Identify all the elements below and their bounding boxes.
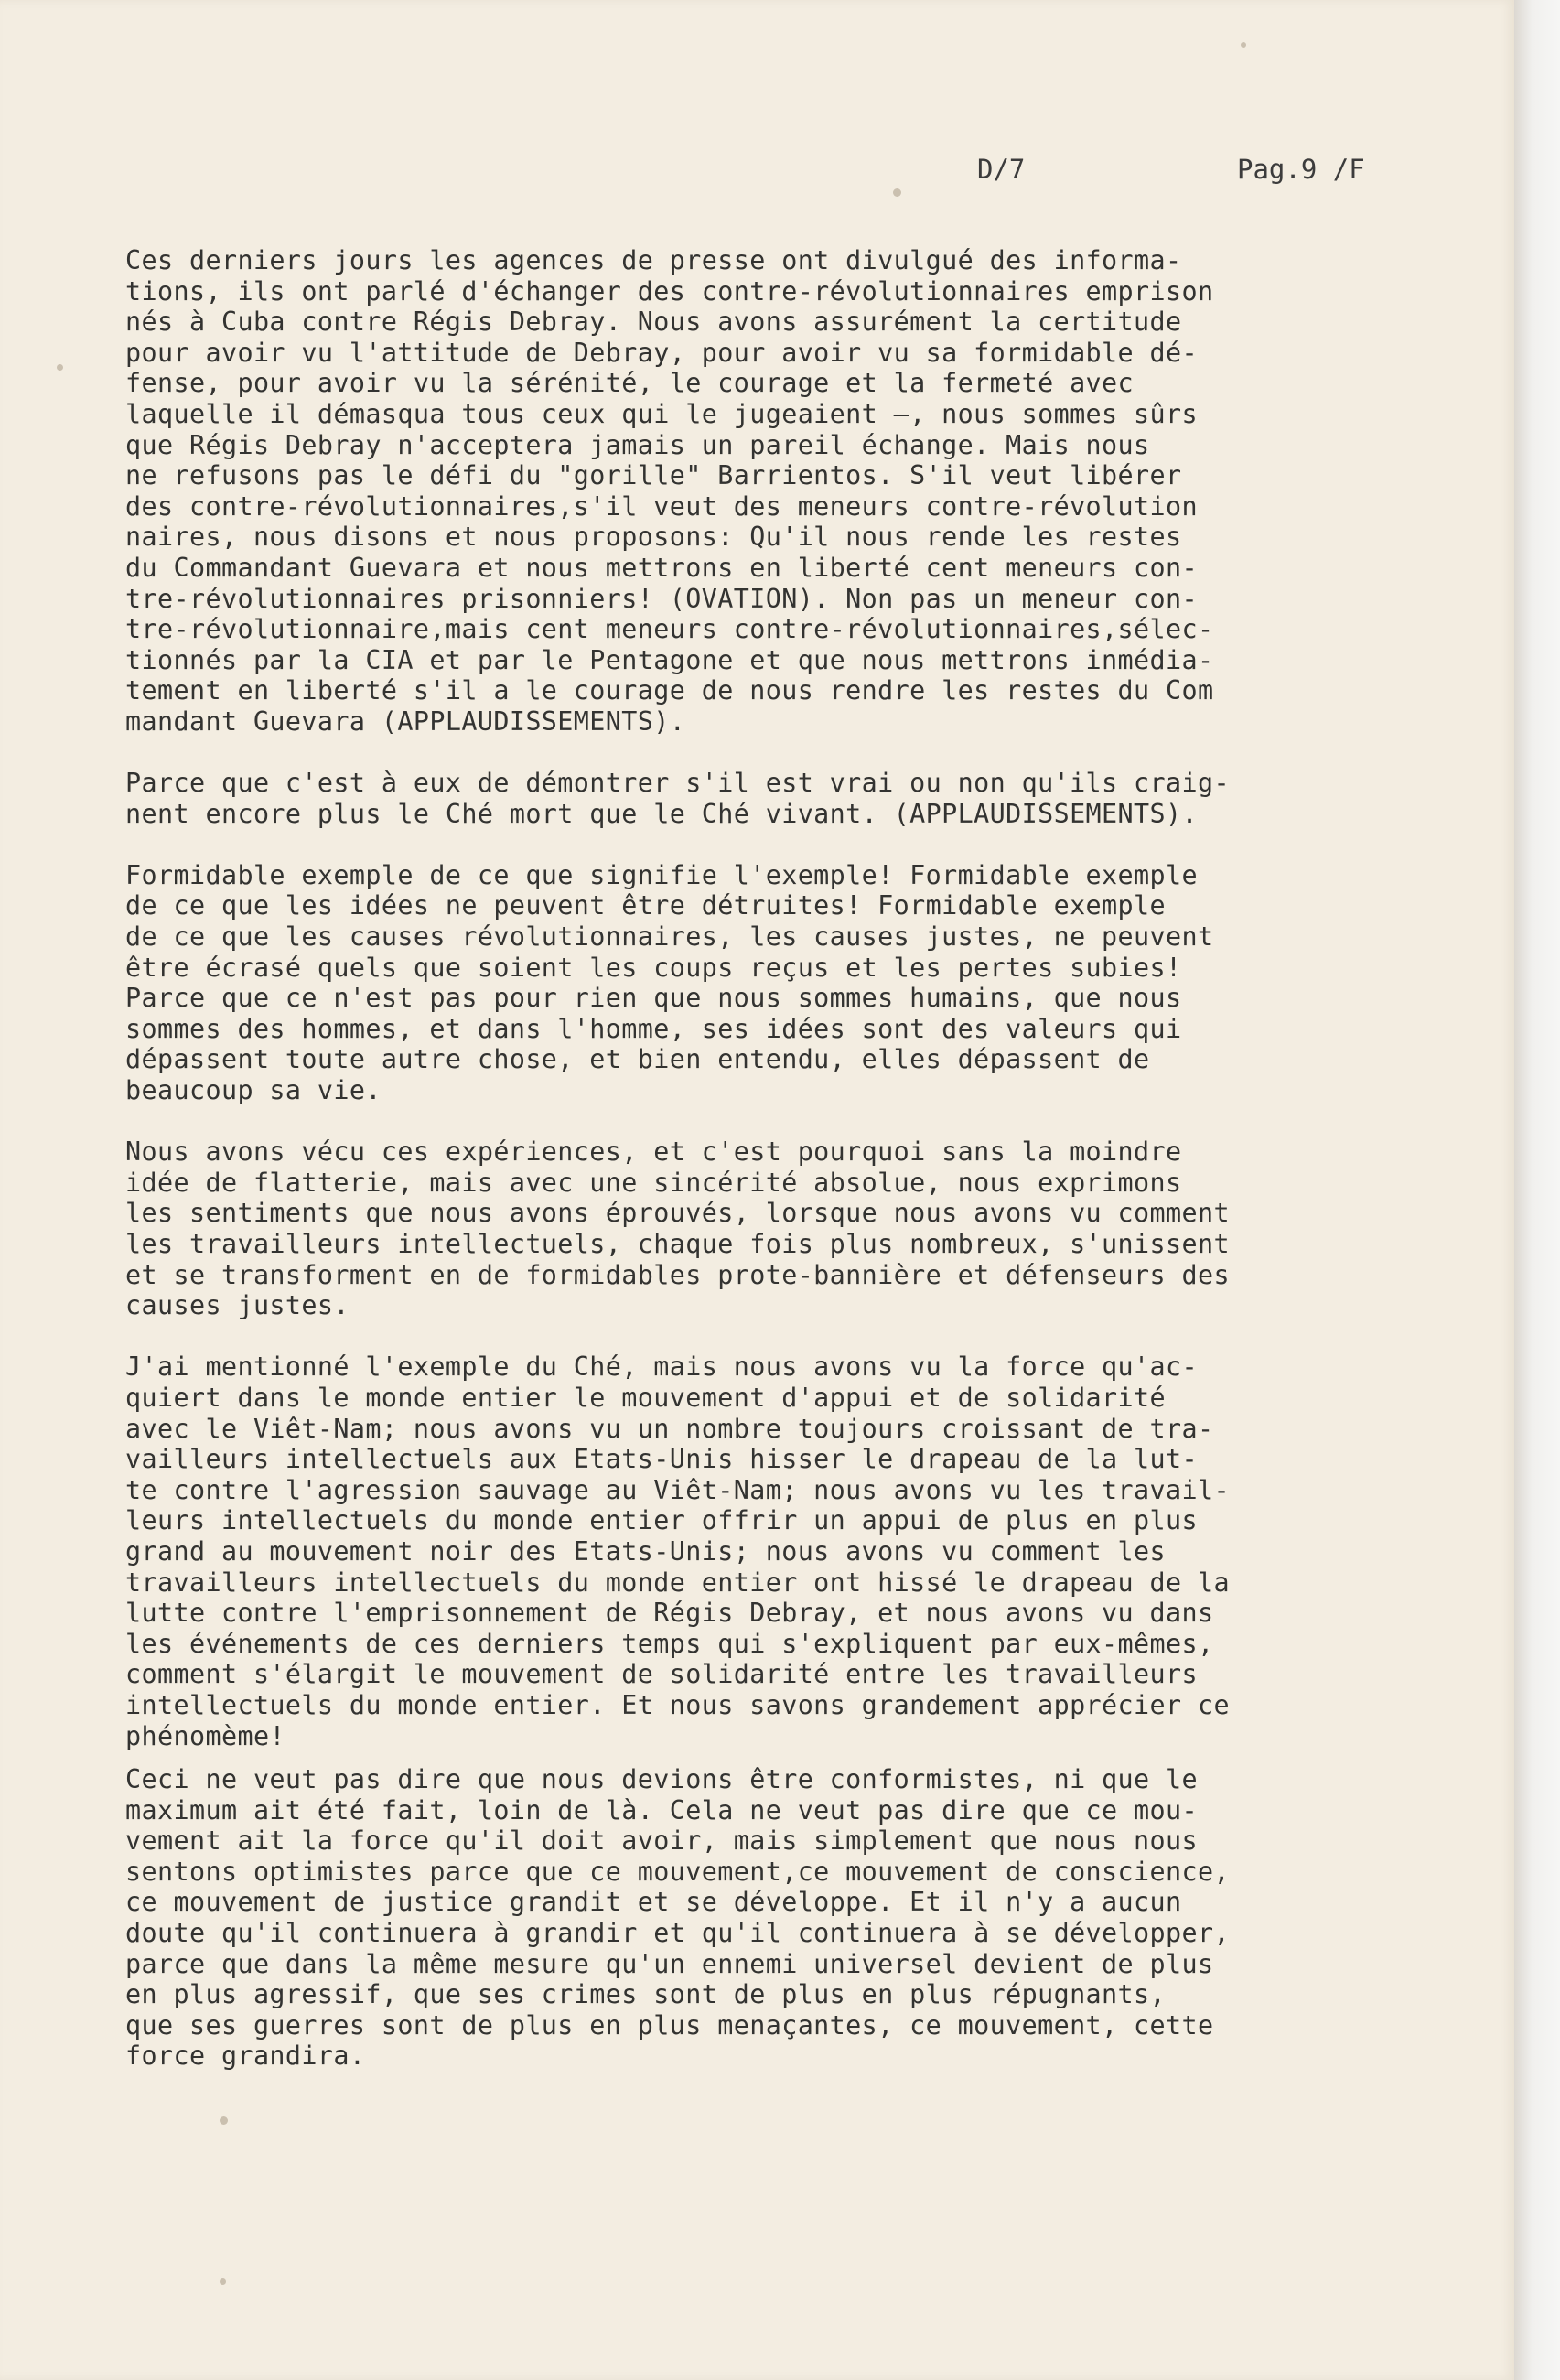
scan-background bbox=[1514, 0, 1560, 2380]
paragraph: Nous avons vécu ces expériences, et c'est pourquoi sans la moindre idée de flatterie, mais avec une sincérité absolue, nous exprimons les sentiments que nous avons éprouvés, lorsque nous avons vu comment les travailleurs intellectuels, chaque fois plus nombreux, s'unissent et se transforment en de formidables prote-bannière et défenseurs des causes justes. bbox=[125, 1136, 1230, 1321]
paper-speck bbox=[893, 188, 901, 197]
paragraph: Formidable exemple de ce que signifie l'exemple! Formidable exemple de ce que les idées ne peuvent être détruites! Formidable exemple de ce que les causes révolutionnaires, les causes justes, ne peuvent être écrasé quels que soient les coups reçus et les pertes subies! Parce que ce n'est pas pour rien que nous sommes humains, que nous sommes des hommes, et dans l'homme, ses idées sont des valeurs qui dépassent toute autre chose, et bien entendu, elles dépassent de beaucoup sa vie. bbox=[125, 859, 1214, 1106]
page-number: Pag.9 /F bbox=[1237, 154, 1365, 185]
paper-speck bbox=[220, 2278, 226, 2285]
paragraph: Ceci ne veut pas dire que nous devions être conformistes, ni que le maximum ait été fait, loin de là. Cela ne veut pas dire que ce mou- vement ait la force qu'il doit avoir, mais simplement que nous nous sentons optimistes parce que ce mouvement,ce mouvement de conscience, ce mouvement de justice grandit et se développe. Et il n'y a aucun doute qu'il continuera à grandir et qu'il continuera à se développer, parce que dans la même mesure qu'un ennemi universel devient de plus en plus agressif, que ses crimes sont de plus en plus répugnants, que ses guerres sont de plus en plus menaçantes, ce mouvement, cette force grandira. bbox=[125, 1764, 1230, 2072]
paper-speck bbox=[57, 364, 63, 371]
document-reference: D/7 bbox=[977, 154, 1026, 185]
paragraph: Ces derniers jours les agences de presse ont divulgué des informa- tions, ils ont parlé d'échanger des contre-révolutionnaires emprison nés à Cuba contre Régis Debray. Nous avons assurément la certitude pour avoir vu l'attitude de Debray, pour avoir vu sa formidable dé- fense, pour avoir vu la sérénité, le courage et la fermeté avec laquelle il démasqua tous ceux qui le jugeaient —, nous sommes sûrs que Régis Debray n'acceptera jamais un pareil échange. Mais nous ne refusons pas le défi du "gorille" Barrientos. S'il veut libérer des contre-révolutionnaires,s'il veut des meneurs contre-révolution naires, nous disons et nous proposons: Qu'il nous rende les restes du Commandant Guevara et nous mettrons en liberté cent meneurs con- tre-révolutionnaires prisonniers! (OVATION). Non pas un meneur con- tre-révolutionnaire,mais cent meneurs contre-révolutionnaires,sélec- tionnés par la CIA et par le Pentagone et que nous mettrons inmédia- tement en liberté s'il a le courage de nous rendre les restes du Com mandant Guevara (APPLAUDISSEMENTS). bbox=[125, 245, 1214, 737]
paper-speck bbox=[1241, 42, 1246, 48]
document-body bbox=[125, 245, 1425, 2103]
paragraph: Parce que c'est à eux de démontrer s'il est vrai ou non qu'ils craig- nent encore plus le Ché mort que le Ché vivant. (APPLAUDISSEMENTS). bbox=[125, 768, 1230, 829]
paper-speck bbox=[220, 2116, 228, 2125]
paragraph: J'ai mentionné l'exemple du Ché, mais nous avons vu la force qu'ac- quiert dans le monde entier le mouvement d'appui et de solidarité avec le Viêt-Nam; nous avons vu un nombre toujours croissant de tra- vailleurs intellectuels aux Etats-Unis hisser le drapeau de la lut- te contre l'agression sauvage au Viêt-Nam; nous avons vu les travail- leurs intellectuels du monde entier offrir un appui de plus en plus grand au mouvement noir des Etats-Unis; nous avons vu comment les travailleurs intellectuels du monde entier ont hissé le drapeau de la lutte contre l'emprisonnement de Régis Debray, et nous avons vu dans les événements de ces derniers temps qui s'expliquent par eux-mêmes, comment s'élargit le mouvement de solidarité entre les travailleurs intellectuels du monde entier. Et nous savons grandement apprécier ce phénomème! bbox=[125, 1352, 1230, 1751]
